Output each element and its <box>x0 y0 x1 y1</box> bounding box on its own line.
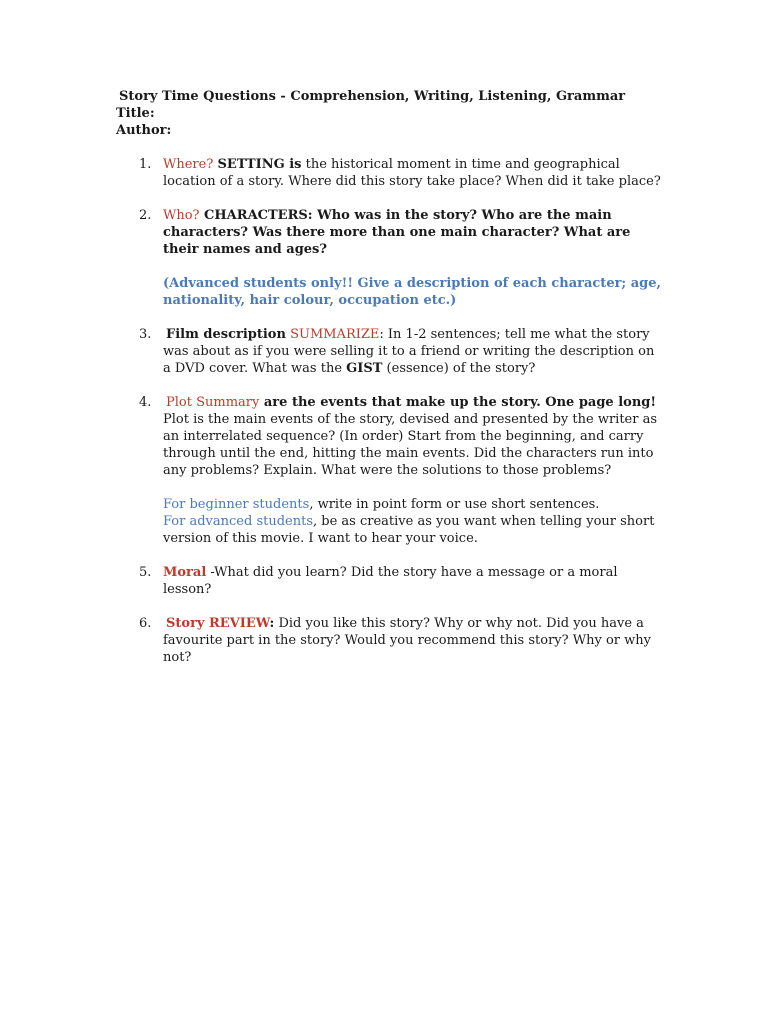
plot-summary-label: Plot Summary <box>166 395 260 410</box>
question-4 <box>139 394 663 547</box>
summarize-text-1: : In 1-2 sentences; tell me what the story was about as if you were selling it to a friend or writing the description on a DVD cover. What was the <box>163 327 655 376</box>
moral-text: -What did you learn? Did the story have a message or a moral lesson? <box>163 565 618 597</box>
plot-summary-text: Plot is the main events of the story, devised and presented by the writer as an interrelated sequence? (In order) Start from the beginning, and carry through until the end, hitting the main events. Did the characters run into any problems? Explain. What were the solutions to those problems? <box>163 412 658 478</box>
question-number: 5. <box>139 565 152 580</box>
where-label: Where? <box>163 157 214 172</box>
setting-text: the historical moment in time and geographical location of a story. Where did this story take place? When did it take place? <box>163 157 661 189</box>
film-description-label: Film description <box>166 327 286 342</box>
moral-label: Moral <box>163 565 207 580</box>
question-list <box>139 156 663 666</box>
question-6 <box>139 615 663 666</box>
worksheet-header <box>116 88 625 139</box>
story-review-text: Did you like this story? Why or why not. Did you have a favourite part in the story? Would you recommend this story? Why or why not? <box>163 616 651 665</box>
beginner-label: For beginner students <box>163 497 310 512</box>
question-number: 4. <box>139 395 152 410</box>
question-5 <box>139 564 663 598</box>
plot-summary-heading: are the events that make up the story. One page long! <box>259 395 657 410</box>
advanced-label: For advanced students <box>163 514 314 529</box>
beginner-note <box>163 496 663 513</box>
characters-text: CHARACTERS: Who was in the story? Who are the main characters? Was there more than one main character? What are their names and ages? <box>163 208 631 257</box>
who-label: Who? <box>163 208 200 223</box>
advanced-students-note <box>163 513 663 547</box>
question-number: 6. <box>139 616 152 631</box>
advanced-note: (Advanced students only!! Give a description of each character; age, nationality, hair colour, occupation etc.) <box>163 276 662 308</box>
question-3 <box>139 326 663 377</box>
story-review-label: Story REVIEW <box>166 616 270 631</box>
worksheet-title: Story Time Questions - Comprehension, Writing, Listening, Grammar <box>119 89 626 104</box>
story-review-colon: : <box>269 616 275 631</box>
question-1 <box>139 156 663 190</box>
summarize-text-2: (essence) of the story? <box>382 361 536 376</box>
question-2 <box>139 207 663 309</box>
advanced-text: , be as creative as you want when telling your short version of this movie. I want to hear your voice. <box>163 514 655 546</box>
author-label: Author: <box>116 123 172 138</box>
gist-label: GIST <box>346 361 383 376</box>
question-number: 2. <box>139 208 152 223</box>
beginner-text: , write in point form or use short sentences. <box>309 497 600 512</box>
title-label: Title: <box>116 106 155 121</box>
summarize-label: SUMMARIZE <box>290 327 380 342</box>
setting-label: SETTING is <box>217 157 302 172</box>
question-number: 3. <box>139 327 152 342</box>
question-number: 1. <box>139 157 152 172</box>
